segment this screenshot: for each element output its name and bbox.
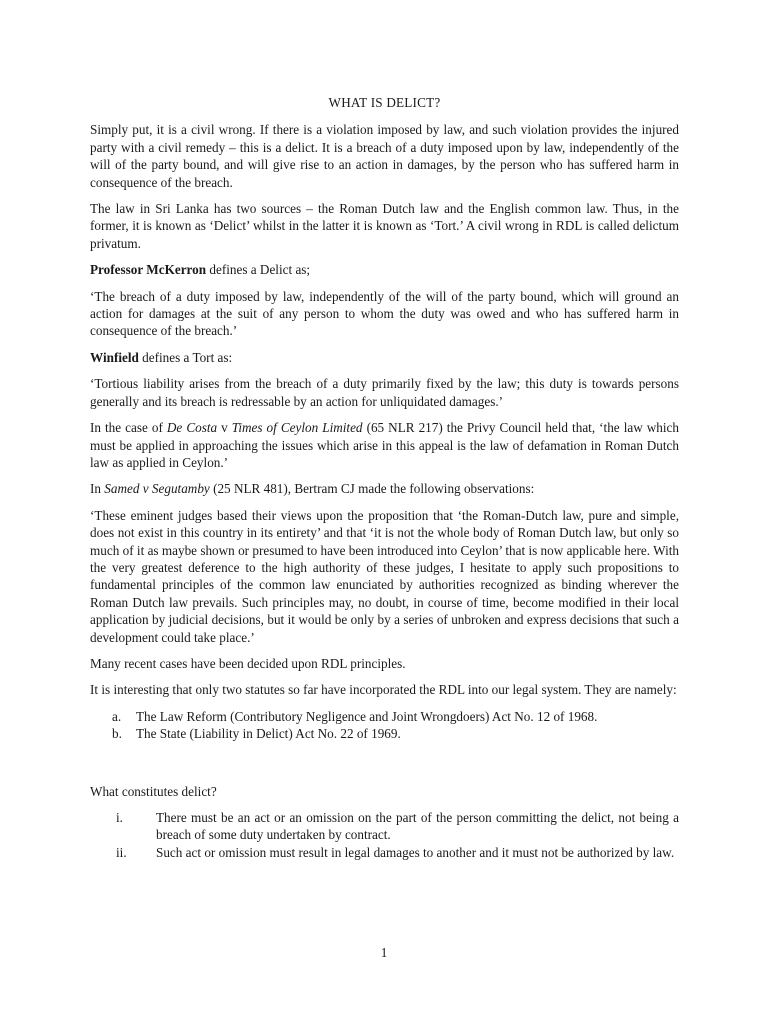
list-marker: ii. (116, 844, 127, 860)
paragraph-sources: The law in Sri Lanka has two sources – the Roman Dutch law and the English common law. Thus, in the former, it is known as ‘Delict’ whilst in the latter it is known as ‘Tort.’ A civil wrong in RDL is called delictum privatum. (90, 201, 679, 251)
case-name-decosta: De Costa (166, 420, 218, 436)
case-name-samed: Samed v Segutamby (104, 481, 210, 497)
page-title: WHAT IS DELICT? (328, 95, 441, 110)
list-item-text: The State (Liability in Delict) Act No. 22 of 1969. (136, 726, 401, 742)
decosta-pre: In the case of (90, 420, 167, 436)
paragraph-decosta (90, 419, 679, 471)
winfield-rest: defines a Tort as: (138, 349, 233, 365)
heading-what-constitutes: What constitutes delict? (90, 783, 217, 799)
list-item (90, 725, 679, 742)
list-item-text: There must be an act or an omission on the part of the person committing the delict, not being a breach of some duty undertaken by contract. (156, 810, 679, 843)
list-item-text: Such act or omission must result in legal damages to another and it must not be authorized by law. (156, 844, 675, 860)
paragraph-samed (90, 480, 679, 497)
decosta-v: v (217, 420, 232, 436)
case-name-times-of-ceylon: Times of Ceylon Limited (231, 420, 363, 436)
list-item (90, 844, 679, 861)
list-item (90, 708, 679, 725)
list-marker: b. (112, 726, 122, 742)
list-item (90, 809, 679, 844)
paragraph-recent-cases: Many recent cases have been decided upon RDL principles. (90, 655, 406, 671)
paragraph-statutes: It is interesting that only two statutes so far have incorporated the RDL into our legal system. They are namely: (90, 682, 677, 698)
decosta-rest: (65 NLR 217) the Privy Council held that, ‘the law which must be applied in approaching the issues which arise in this appeal is the law of defamation in Roman Dutch law as applied in Ceylon.’ (90, 420, 679, 470)
paragraph-definition: Simply put, it is a civil wrong. If there is a violation imposed by law, and such violation provides the injured party with a civil remedy – this is a delict. It is a breach of a duty imposed upon by law, independently of the will of the party bound, and will give rise to an action in damages, by the person who has suffered harm in consequence of the breach. (90, 122, 679, 190)
list-item-text: The Law Reform (Contributory Negligence and Joint Wrongdoers) Act No. 12 of 1968. (136, 708, 598, 724)
statutes-list (90, 708, 679, 743)
constitutes-list (90, 809, 679, 861)
mckerron-name: Professor McKerron (90, 262, 207, 278)
winfield-name: Winfield (90, 349, 139, 365)
samed-pre: In (90, 481, 105, 497)
samed-rest: (25 NLR 481), Bertram CJ made the following observations: (209, 481, 535, 497)
paragraph-winfield-intro (90, 349, 679, 366)
quote-mckerron: ‘The breach of a duty imposed by law, independently of the will of the party bound, which will ground an action for damages at the suit of any person to whom the duty was owed and who has suffered harm in consequence of the breach.’ (90, 288, 679, 339)
mckerron-rest: defines a Delict as; (206, 262, 311, 278)
quote-winfield: ‘Tortious liability arises from the breach of a duty primarily fixed by the law; this duty is towards persons generally and its breach is redressable by an action for unliquidated damages.’ (90, 376, 679, 409)
paragraph-mckerron-intro (90, 261, 679, 278)
list-marker: a. (112, 708, 122, 724)
page-number: 1 (380, 945, 388, 960)
quote-bertram: ‘These eminent judges based their views upon the proposition that ‘the Roman-Dutch law, pure and simple, does not exist in this country in its entirety’ and that ‘it is not the whole body of Roman Dutch law, but only so much of it as maybe shown or presumed to have been introduced into Ceylon’ that is now applicable here. With the very greatest deference to the high authority of these judges, I hesitate to apply such propositions to fundamental principles of the common law enunciated by authorities recognized as binding wherever the Roman Dutch law prevails. Such principles may, no doubt, in course of time, become modified in their local application by judicial decisions, but it would be only by a series of unbroken and express decisions that such a development could take place.’ (90, 507, 679, 645)
list-marker: i. (116, 810, 123, 825)
